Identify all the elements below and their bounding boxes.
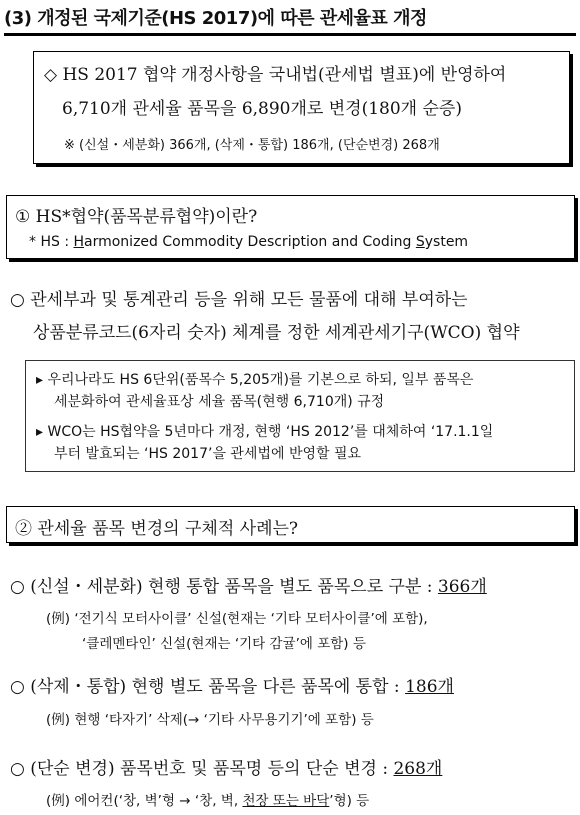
- footnote-h: H: [73, 234, 85, 250]
- footnote-prefix: * HS :: [29, 234, 74, 250]
- case-3-main: [10, 754, 442, 779]
- footnote-end: ystem: [424, 234, 469, 250]
- question-2-heading: ② 관세율 품목 변경의 구체적 사례는?: [15, 519, 299, 539]
- case-2-main: [10, 672, 454, 697]
- summary-breakdown: ※ (신설・세분화) 366개, (삭제・통합) 186개, (단순변경) 268개: [64, 138, 440, 153]
- case-3-count: 268개: [393, 759, 443, 779]
- intro-line-2: 상품분류코드(6자리 숫자) 체계를 정한 세계관세기구(WCO) 협약: [33, 323, 520, 343]
- footnote-s: S: [415, 234, 425, 250]
- document-title: (3) 개정된 국제기준(HS 2017)에 따른 관세율표 개정: [4, 8, 427, 29]
- question-2-box: [6, 506, 575, 543]
- case-2-example: (例) 현행 ‘타자기’ 삭제(→ ‘기타 사무용기기’에 포함) 등: [46, 712, 374, 728]
- summary-line-1: ◇ HS 2017 협약 개정사항을 국내법(관세법 별표)에 반영하여: [44, 65, 507, 85]
- case-3-text: ○ (단순 변경) 품목번호 및 품목명 등의 단순 변경 :: [10, 759, 394, 779]
- footnote-mid: armonized Commodity Description and Coding: [84, 234, 416, 250]
- case-1-example-1: (例) ‘전기식 모터사이클’ 신설(현재는 ‘기타 모터사이클’에 포함),: [46, 611, 428, 627]
- detail-1-line-1: ▸ 우리나라도 HS 6단위(품목수 5,205개)를 기본으로 하되, 일부 품목은: [36, 372, 474, 388]
- case-1-main: [10, 572, 487, 597]
- question-1-box: [6, 195, 575, 259]
- case-2-text: ○ (삭제・통합) 현행 별도 품목을 다른 품목에 통합 :: [10, 677, 406, 697]
- case-3-example-b: ’형) 등: [329, 793, 370, 809]
- intro-line-1: ○ 관세부과 및 통계관리 등을 위해 모든 물품에 대해 부여하는: [10, 290, 468, 310]
- hs-footnote: [29, 234, 468, 250]
- case-1-count: 366개: [437, 577, 487, 597]
- case-2-count: 186개: [405, 677, 454, 697]
- summary-line-2: 6,710개 관세율 품목을 6,890개로 변경(180개 순증): [62, 99, 462, 119]
- detail-1-line-2: 세분화하여 관세율표상 세율 품목(현행 6,710개) 규정: [54, 394, 385, 410]
- case-3-example: [46, 789, 369, 809]
- case-1-example-2: ‘클레멘타인’ 신설(현재는 ‘기타 감귤’에 포함) 등: [82, 636, 366, 652]
- case-3-example-underlined: 천장 또는 바닥: [242, 793, 330, 809]
- detail-2-line-1: ▸ WCO는 HS협약을 5년마다 개정, 현행 ‘HS 2012’를 대체하여 ‘17.1.1일: [36, 424, 494, 440]
- case-1-text: ○ (신설・세분화) 현행 통합 품목을 별도 품목으로 구분 :: [10, 577, 438, 597]
- question-1-heading: ① HS*협약(품목분류협약)이란?: [15, 207, 258, 227]
- summary-box: [33, 51, 570, 164]
- case-3-example-a: (例) 에어컨(‘창, 벽’형 → ‘창, 벽,: [46, 793, 243, 809]
- title-underline: [4, 33, 576, 36]
- detail-2-line-2: 부터 발효되는 ‘HS 2017’을 관세법에 반영할 필요: [54, 446, 362, 462]
- detail-box: [25, 360, 575, 472]
